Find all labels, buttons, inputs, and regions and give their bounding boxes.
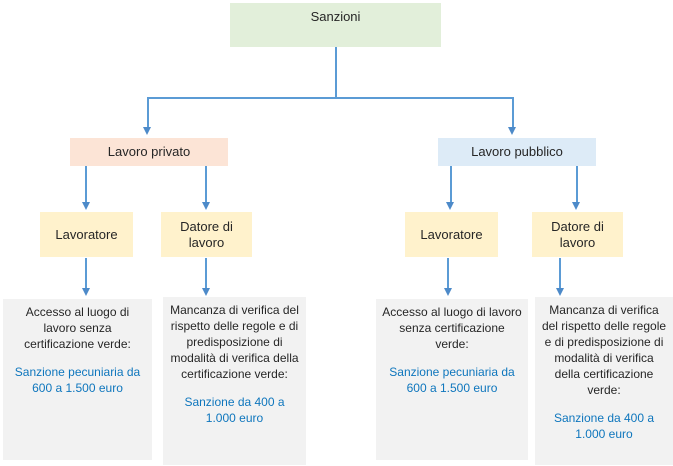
node-lavoratore-pubblico-label: Lavoratore [420,226,483,242]
connector-root-to-pubblico [512,97,514,127]
outcome-datore-pubblico [535,297,673,465]
arrowhead-privato-to-datore [202,202,210,210]
connector-root-to-privato [147,97,149,127]
node-lavoro-privato [70,138,228,166]
node-lavoratore-privato [40,212,133,257]
connector-privato-to-lavoratore [85,166,87,202]
outcome-lavoratore-privato [3,299,152,460]
node-lavoro-pubblico-label: Lavoro pubblico [471,144,563,159]
node-sanzioni [230,3,441,47]
arrowhead-lavoratore-pubblico-to-outcome [444,288,452,296]
connector-root-stem [335,47,337,97]
node-lavoro-pubblico [438,138,596,166]
outcome-sanction: Sanzione da 400 a 1.000 euro [553,411,655,441]
node-lavoratore-privato-label: Lavoratore [55,226,118,242]
connector-pubblico-to-datore [576,166,578,202]
arrowhead-root-to-privato [143,127,151,135]
arrowhead-privato-to-lavoratore [82,202,90,210]
node-datore-pubblico-label: Datore di lavoro [551,218,604,250]
connector-root-bar [147,97,513,99]
outcome-description: Accesso al luogo di lavoro senza certificazione verde: [24,305,131,351]
arrowhead-lavoratore-privato-to-outcome [82,288,90,296]
arrowhead-datore-pubblico-to-outcome [556,288,564,296]
connector-pubblico-to-lavoratore [450,166,452,202]
arrowhead-pubblico-to-lavoratore [446,202,454,210]
arrowhead-root-to-pubblico [508,127,516,135]
outcome-description: Mancanza di verifica del rispetto delle regole e di predisposizione di modalità di verifica della certificazione verde: [170,303,299,381]
node-datore-privato-label: Datore di lavoro [180,218,233,250]
outcome-lavoratore-pubblico [376,299,528,460]
node-datore-privato [161,212,252,257]
node-sanzioni-label: Sanzioni [310,9,361,24]
node-datore-pubblico [532,212,623,257]
arrowhead-datore-privato-to-outcome [202,288,210,296]
arrowhead-pubblico-to-datore [572,202,580,210]
outcome-description: Mancanza di verifica del rispetto delle regole e di predisposizione di modalità di verifica della certificazione verde: [541,303,667,397]
node-lavoro-privato-label: Lavoro privato [107,144,191,159]
connector-datore-pubblico-to-outcome [559,258,561,288]
connector-lavoratore-privato-to-outcome [85,258,87,288]
node-lavoratore-pubblico [405,212,498,257]
outcome-sanction: Sanzione da 400 a 1.000 euro [184,395,285,425]
outcome-sanction: Sanzione pecuniaria da 600 a 1.500 euro [14,365,141,395]
connector-privato-to-datore [205,166,207,202]
connector-datore-privato-to-outcome [205,258,207,288]
connector-lavoratore-pubblico-to-outcome [447,258,449,288]
outcome-datore-privato [163,297,306,465]
outcome-description: Accesso al luogo di lavoro senza certificazione verde: [382,305,522,351]
outcome-sanction: Sanzione pecuniaria da 600 a 1.500 euro [389,365,515,395]
